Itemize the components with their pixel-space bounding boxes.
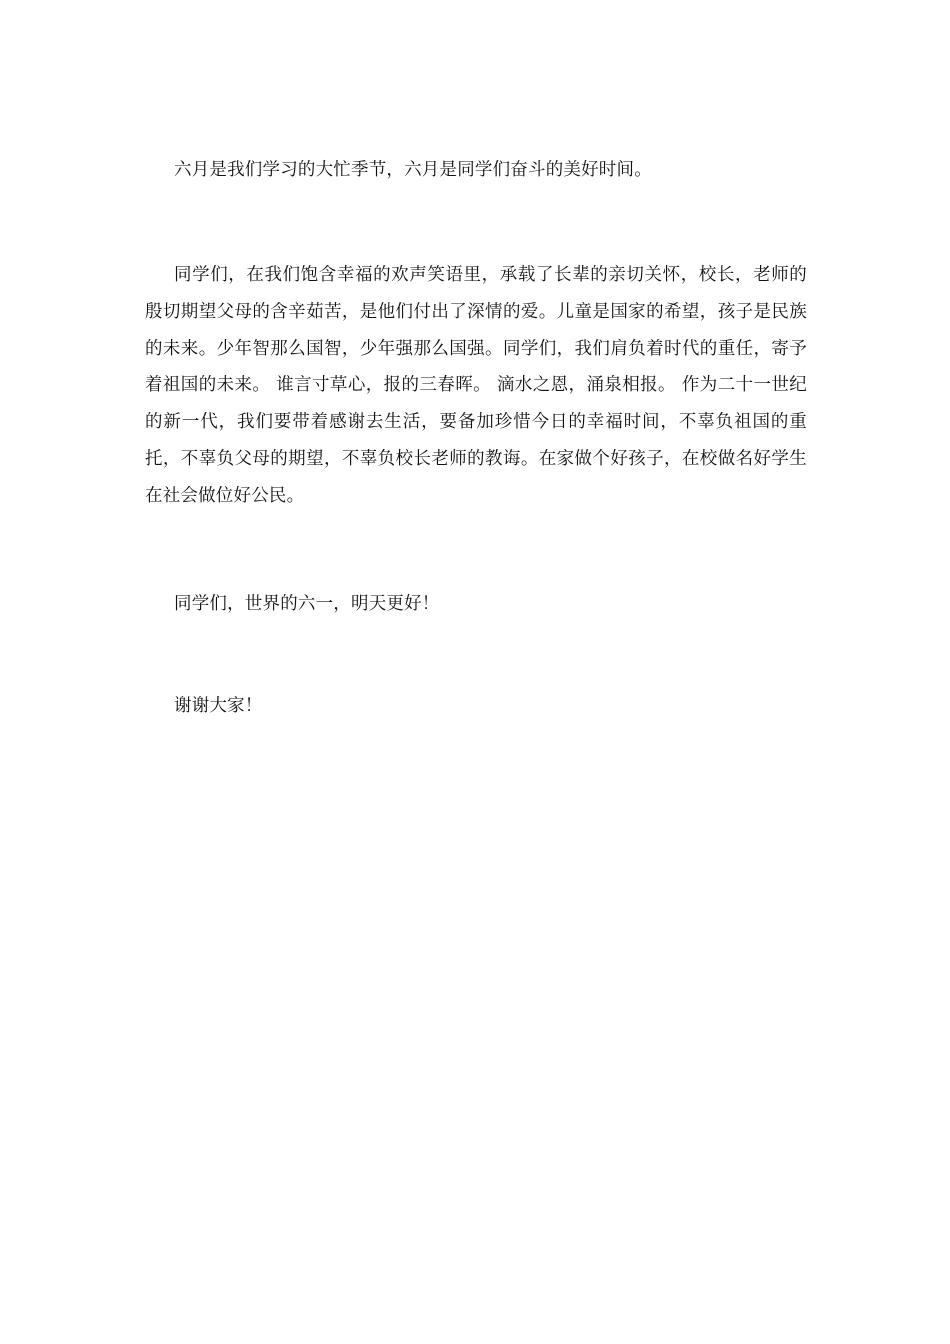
paragraph-closing: 同学们，世界的六一，明天更好！ — [174, 594, 440, 614]
paragraph-intro: 六月是我们学习的大忙季节，六月是同学们奋斗的美好时间。 — [174, 160, 652, 180]
paragraph-body: 同学们，在我们饱含幸福的欢声笑语里，承载了长辈的亲切关怀，校长，老师的殷切期望父母的含辛茹苦，是他们付出了深情的爱。儿童是国家的希望，孩子是民族的未来。少年智那么国智，少年强那么国强。同学们，我们肩负着时代的重任，寄予着祖国的未来。 谁言寸草心，报的三春晖。 滴水之恩，涌泉相报。 作为二十一世纪的新一代，我们要带着感谢去生活，要备加珍惜今日的幸福时间，不辜负祖国的重托，不辜负父母的期望，不辜负校长老师的教诲。在家做个好孩子，在校做名好学生在社会做位好公民。 — [145, 265, 807, 506]
paragraph-thanks: 谢谢大家！ — [174, 696, 263, 716]
